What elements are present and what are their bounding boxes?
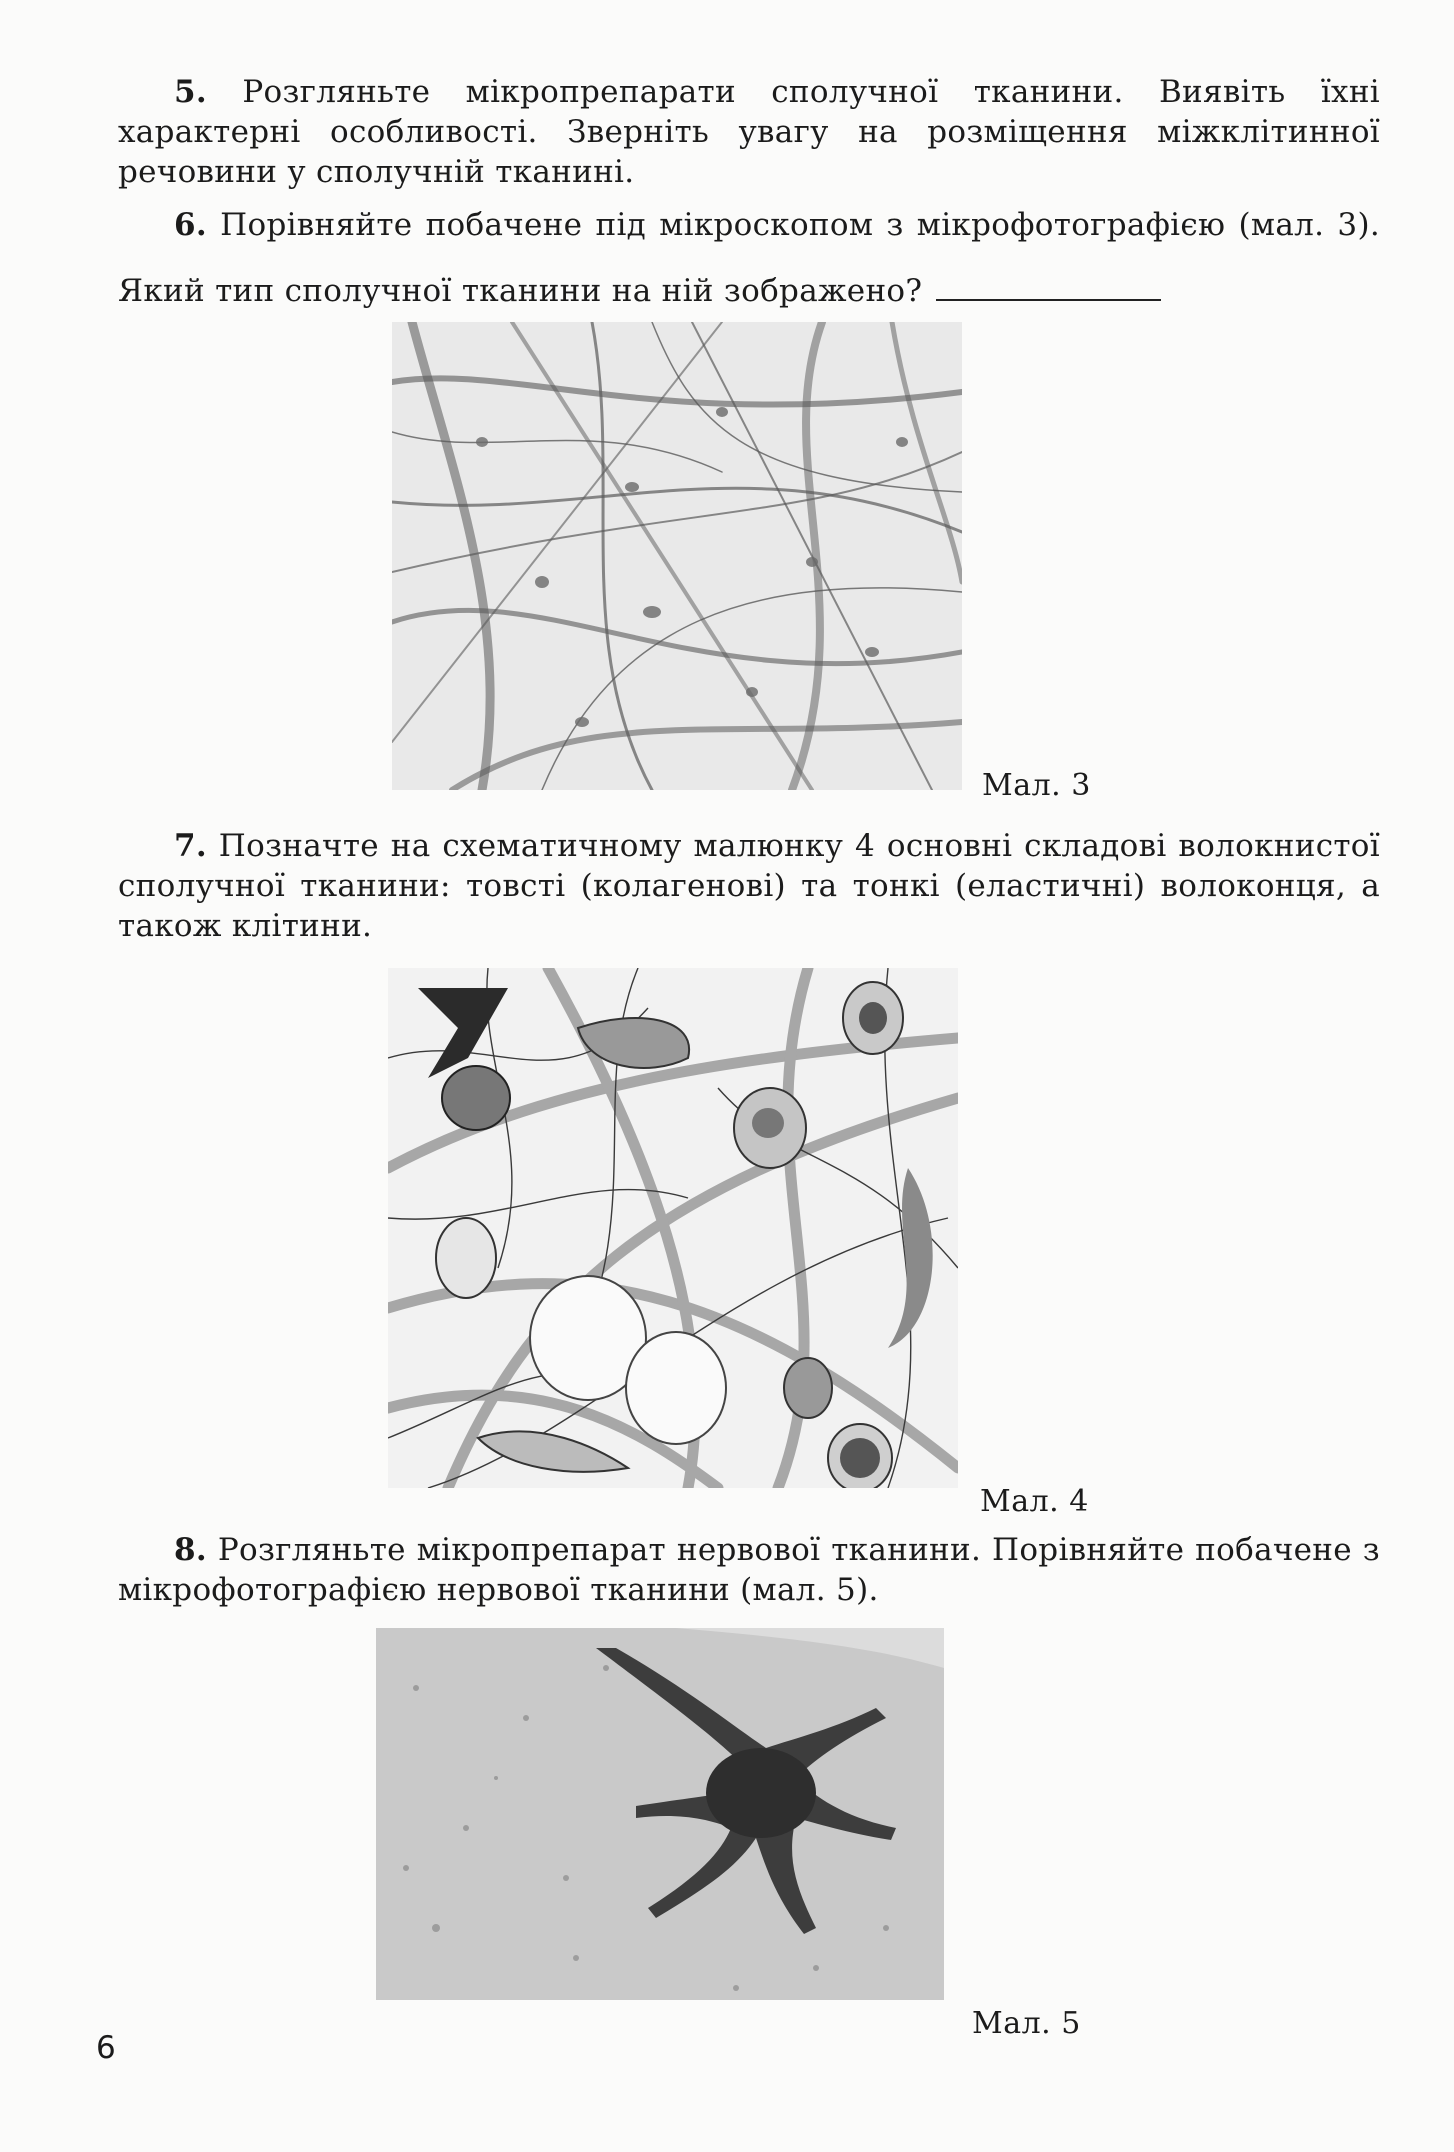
task-8 [118, 1530, 1380, 1610]
figure-5-caption: Мал. 5 [972, 2006, 1081, 2041]
figure-4-caption: Мал. 4 [980, 1484, 1089, 1519]
task-5-text: Розгляньте мікропрепарати сполучної тканини. Виявіть їхні характерні особливості. Зверніть увагу на розміщення міжклітинної речовини у сполучній тканині. [118, 74, 1380, 190]
task-8-text: Розгляньте мікропрепарат нервової тканини. Порівняйте побачене з мікрофотографією нервової тканини (мал. 5). [118, 1532, 1380, 1608]
task-5-number: 5. [174, 74, 207, 110]
figure-3-micrograph [392, 322, 962, 790]
task-6 [118, 192, 1380, 324]
neuron-micrograph-icon [376, 1628, 944, 2000]
page-number: 6 [96, 2030, 116, 2066]
figure-4-diagram [388, 968, 958, 1488]
task-7 [118, 826, 1380, 946]
task-6-number: 6. [174, 207, 207, 243]
fibrous-tissue-diagram-icon [388, 968, 958, 1488]
figure-5-micrograph [376, 1628, 944, 2000]
task-7-number: 7. [174, 828, 207, 864]
answer-line[interactable] [936, 299, 1161, 301]
task-7-text: Позначте на схематичному малюнку 4 основні складові волокнистої сполучної тканини: товсті (колагенові) та тонкі (еластичні) волоконця, а також клітини. [118, 828, 1380, 944]
task-5 [118, 72, 1380, 192]
task-8-number: 8. [174, 1532, 207, 1568]
connective-tissue-micrograph-icon [392, 322, 962, 790]
figure-3-caption: Мал. 3 [982, 768, 1091, 803]
task-6-text: Порівняйте побачене під мікроскопом з мікрофотографією (мал. 3). Який тип сполучної тканини на ній зображено? [118, 207, 1380, 309]
